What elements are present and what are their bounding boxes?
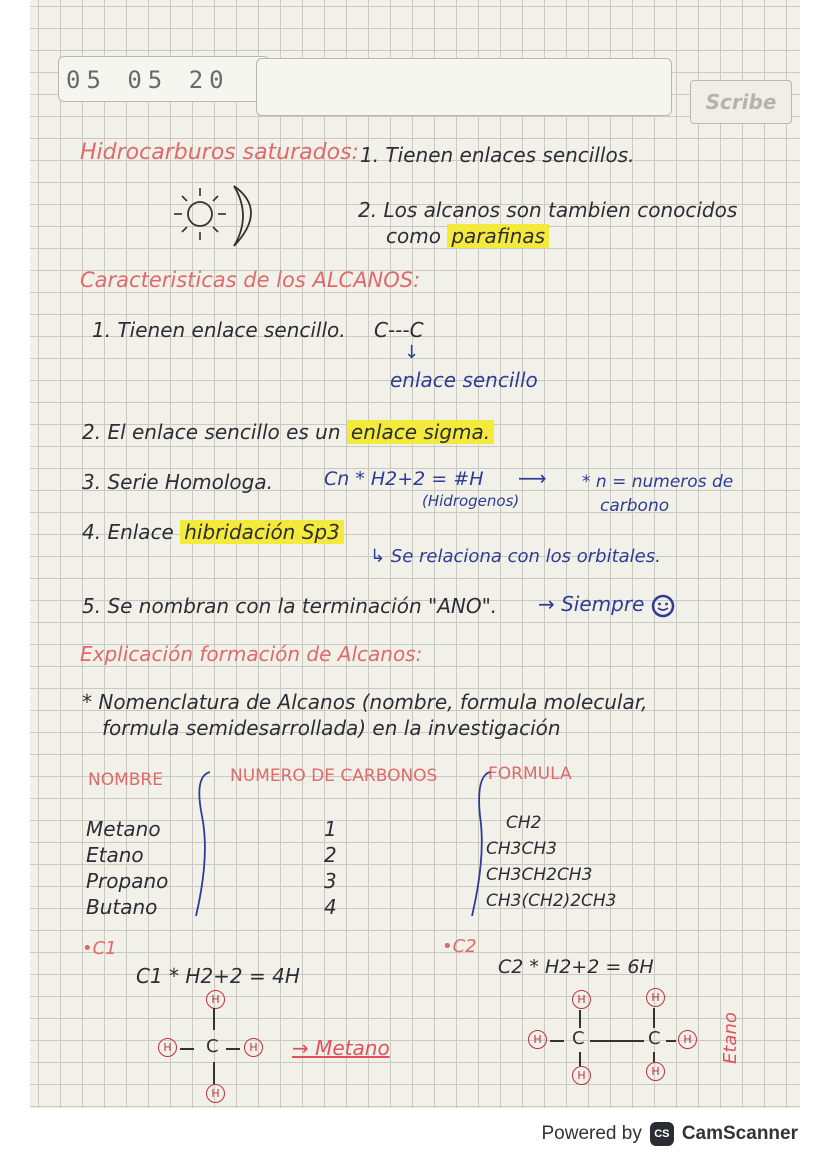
methane-name: → Metano (292, 1036, 390, 1060)
sun-moon-doodle-icon (168, 180, 278, 252)
atom-h-bottom-2: H (646, 1062, 665, 1081)
highlight-enlace-sigma: enlace sigma. (347, 420, 494, 444)
caract-5-note (538, 592, 675, 618)
table-cell: 1 (324, 817, 337, 841)
scribe-logo: Scribe (690, 80, 792, 124)
bond (579, 1010, 581, 1028)
caract-1-note: enlace sencillo (390, 368, 538, 392)
table-col-carbonos (324, 816, 337, 920)
highlight-parafinas: parafinas (447, 224, 549, 248)
atom-h-top: H (206, 990, 225, 1009)
powered-by-text: Powered by (541, 1123, 642, 1144)
nomenclatura-text-2: formula semidesarrollada) en la investigación (102, 716, 561, 740)
atom-h-left: H (528, 1030, 547, 1049)
point-2-line2 (386, 224, 549, 248)
atom-h-right: H (244, 1038, 263, 1057)
table-col-nombre (86, 816, 168, 920)
camscanner-brand: CamScanner (681, 1123, 798, 1144)
atom-h-bottom-1: H (572, 1066, 591, 1085)
atom-h-bottom: H (206, 1084, 225, 1103)
section-caracteristicas: Caracteristicas de los ALCANOS: (80, 268, 421, 292)
atom-h-right: H (678, 1030, 697, 1049)
example-c2-formula: C2 * H2+2 = 6H (498, 956, 654, 978)
bond (226, 1048, 240, 1050)
nomenclatura-text-1: * Nomenclatura de Alcanos (nombre, formula molecular, (82, 690, 648, 714)
table-braces (190, 766, 500, 924)
caract-1-arrow: ↓ (404, 342, 420, 363)
table-cell: 3 (324, 869, 337, 893)
table-cell: CH2 (506, 813, 542, 833)
caract-4 (82, 520, 344, 544)
table-cell: CH3CH2CH3 (486, 865, 593, 885)
bond (550, 1040, 564, 1042)
atom-c-2: C (648, 1028, 661, 1049)
atom-c: C (206, 1036, 219, 1057)
ethane-name: Etano (720, 1012, 741, 1064)
nomenclatura-line1 (82, 690, 648, 714)
atom-h-top-1: H (572, 990, 591, 1009)
caract-1: 1. Tienen enlace sencillo. (92, 318, 346, 342)
section-explicacion: Explicación formación de Alcanos: (80, 642, 423, 666)
title-box (256, 58, 672, 116)
methane-structure (158, 990, 308, 1106)
atom-h-left: H (158, 1038, 177, 1057)
caract-5: 5. Se nombran con la terminación "ANO". (82, 594, 498, 618)
bond (213, 1062, 215, 1084)
caract-5-siempre: → Siempre (538, 592, 645, 616)
notebook-page (30, 0, 800, 1108)
bond (180, 1048, 194, 1050)
point-1: 1. Tienen enlaces sencillos. (360, 143, 635, 167)
table-header-nombre: NOMBRE (88, 770, 163, 790)
caract-1-bond: C---C (374, 318, 424, 342)
caract-3-sub: (Hidrogenos) (422, 492, 520, 510)
table-row: Propano (86, 869, 169, 893)
caract-3-note-1: * n = numeros de (582, 472, 734, 492)
caract-3: 3. Serie Homologa. (82, 470, 273, 494)
bond (590, 1040, 644, 1042)
point-2-como: como (386, 224, 441, 248)
nomenclatura-line2 (102, 716, 561, 740)
table-header-carbonos: NUMERO DE CARBONOS (230, 766, 438, 786)
table-row: Butano (86, 895, 158, 919)
caract-2-text: 2. El enlace sencillo es un (82, 420, 341, 444)
smiley-icon (651, 594, 675, 618)
caract-4-note: ↳ Se relaciona con los orbitales. (370, 546, 661, 567)
table-col-formula (486, 810, 617, 914)
camscanner-icon: CS (650, 1122, 674, 1146)
bond (579, 1052, 581, 1066)
table-row: Metano (86, 817, 161, 841)
bond (653, 1052, 655, 1062)
footer (541, 1122, 798, 1146)
bond (213, 1008, 215, 1030)
caract-4-text: 4. Enlace (82, 520, 174, 544)
bond (653, 1008, 655, 1028)
table-header-formula: FORMULA (488, 764, 572, 784)
ethane-structure (528, 988, 718, 1084)
title-hidrocarburos: Hidrocarburos saturados: (80, 140, 359, 165)
table-cell: 4 (324, 895, 337, 919)
caract-3-arrow: ⟶ (518, 466, 547, 490)
date: 05 05 20 (66, 66, 230, 94)
table-row: Etano (86, 843, 144, 867)
example-c1-label: •C1 (82, 938, 117, 959)
table-cell: 2 (324, 843, 337, 867)
caract-3-formula: Cn * H2+2 = #H (324, 468, 484, 490)
example-c2-label: •C2 (442, 936, 477, 957)
caract-2 (82, 420, 494, 444)
bond (666, 1040, 676, 1042)
highlight-hibridacion: hibridación Sp3 (180, 520, 344, 544)
point-2-line1: 2. Los alcanos son tambien conocidos (358, 198, 738, 222)
atom-c-1: C (572, 1028, 585, 1049)
table-cell: CH3CH3 (486, 839, 557, 859)
example-c1-formula: C1 * H2+2 = 4H (136, 964, 300, 988)
atom-h-top-2: H (646, 988, 665, 1007)
table-cell: CH3(CH2)2CH3 (486, 891, 617, 911)
caract-3-note-2: carbono (600, 496, 670, 516)
